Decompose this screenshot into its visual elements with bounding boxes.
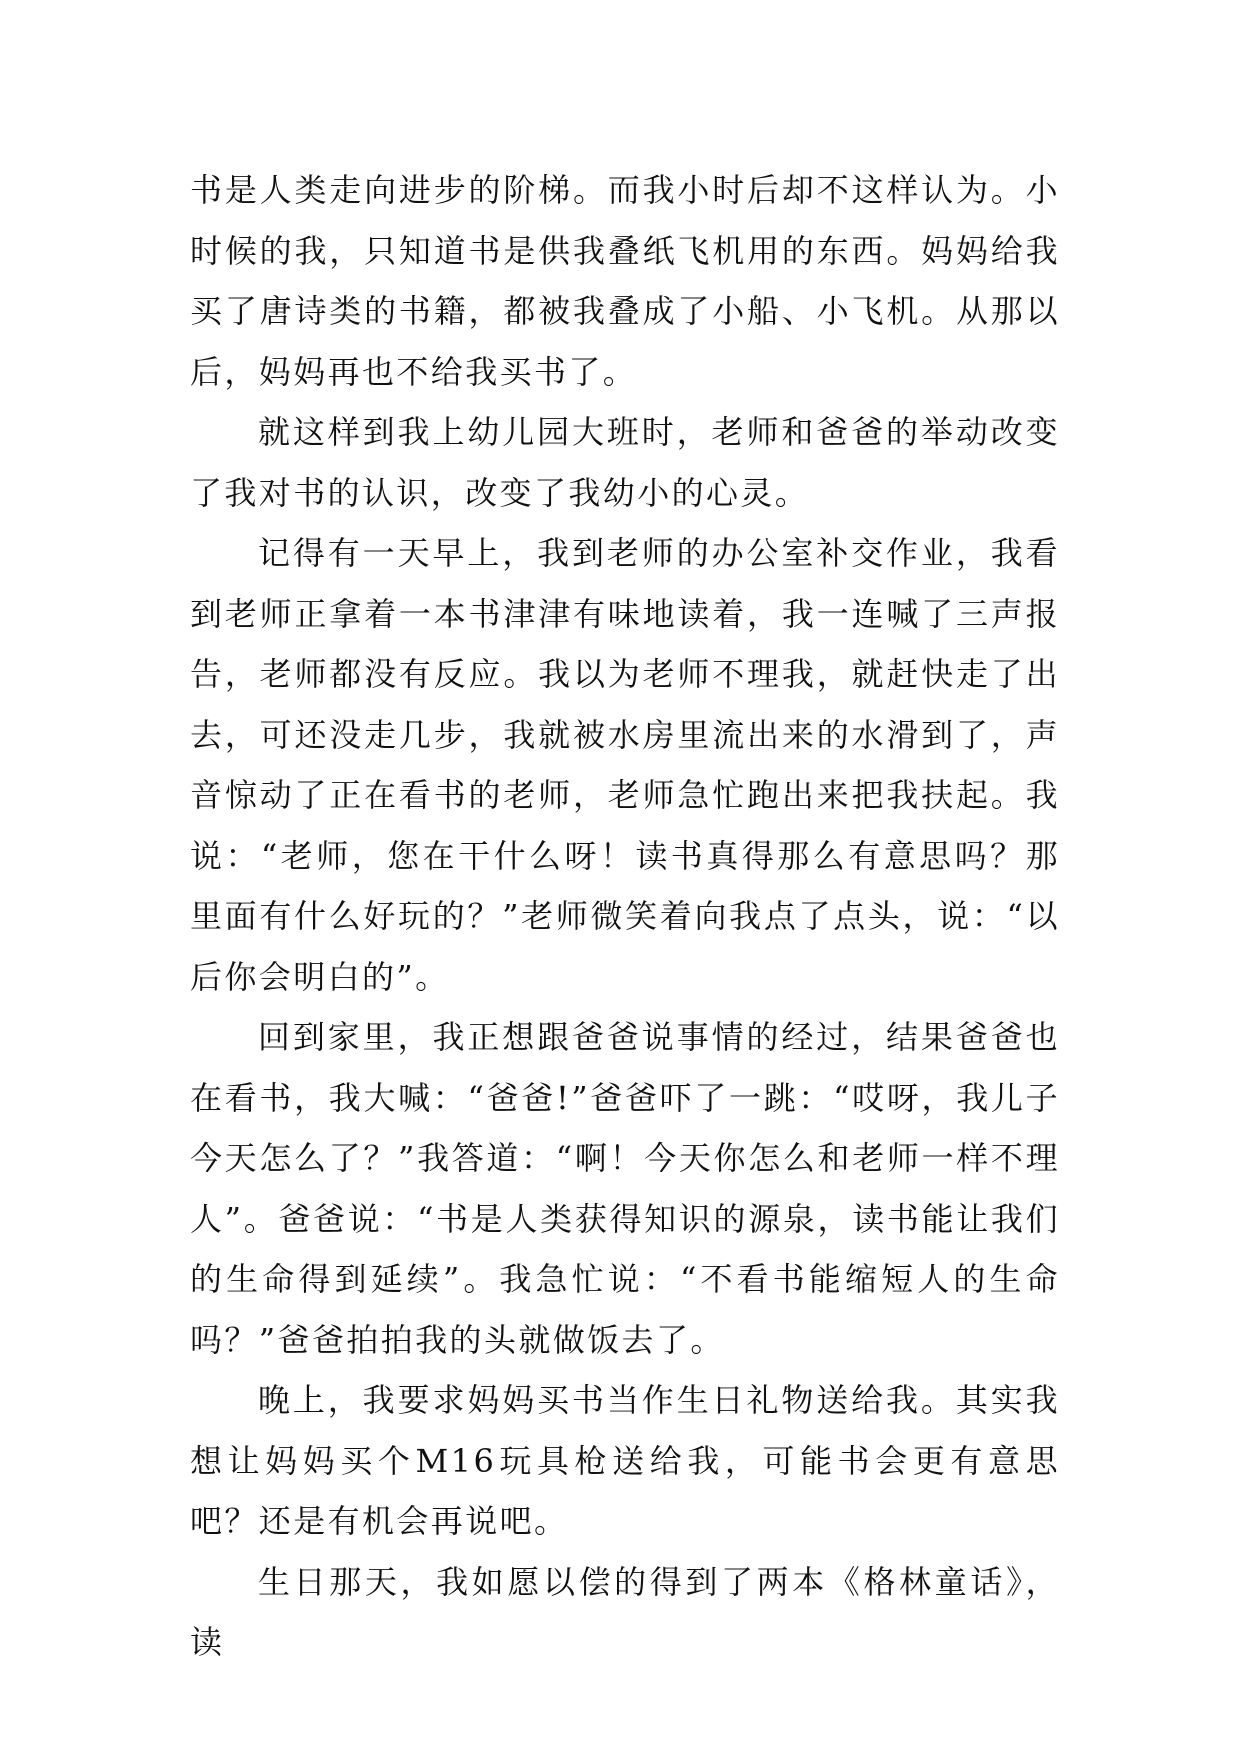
paragraph-4: 回到家里，我正想跟爸爸说事情的经过，结果爸爸也在看书，我大喊：“爸爸!”爸爸吓了一跳：“哎呀，我儿子今天怎么了？”我答道：“啊！今天你怎么和老师一样不理人”。爸爸说：“书是人类获得知识的源泉，读书能让我们的生命得到延续”。我急忙说：“不看书能缩短人的生命吗？”爸爸拍拍我的头就做饭去了。 [190,1018,1060,1359]
paragraph-2: 就这样到我上幼儿园大班时，老师和爸爸的举动改变了我对书的认识，改变了我幼小的心灵。 [190,413,1060,512]
paragraph-1: 书是人类走向进步的阶梯。而我小时后却不这样认为。小时候的我，只知道书是供我叠纸飞机用的东西。妈妈给我买了唐诗类的书籍，都被我叠成了小船、小飞机。从那以后，妈妈再也不给我买书了。 [190,171,1060,391]
paragraph-6: 生日那天，我如愿以偿的得到了两本《格林童话》，读 [190,1562,1060,1661]
paragraph-3: 记得有一天早上，我到老师的办公室补交作业，我看到老师正拿着一本书津津有味地读着，我一连喊了三声报告，老师都没有反应。我以为老师不理我，就赶快走了出去，可还没走几步，我就被水房里流出来的水滑到了，声音惊动了正在看书的老师，老师急忙跑出来把我扶起。我说：“老师，您在干什么呀！读书真得那么有意思吗？那里面有什么好玩的？”老师微笑着向我点了点头，说：“以后你会明白的”。 [190,534,1060,996]
document-body [190,160,1060,1673]
paragraph-5: 晚上，我要求妈妈买书当作生日礼物送给我。其实我想让妈妈买个M16玩具枪送给我，可能书会更有意思吧？还是有机会再说吧。 [190,1381,1060,1540]
